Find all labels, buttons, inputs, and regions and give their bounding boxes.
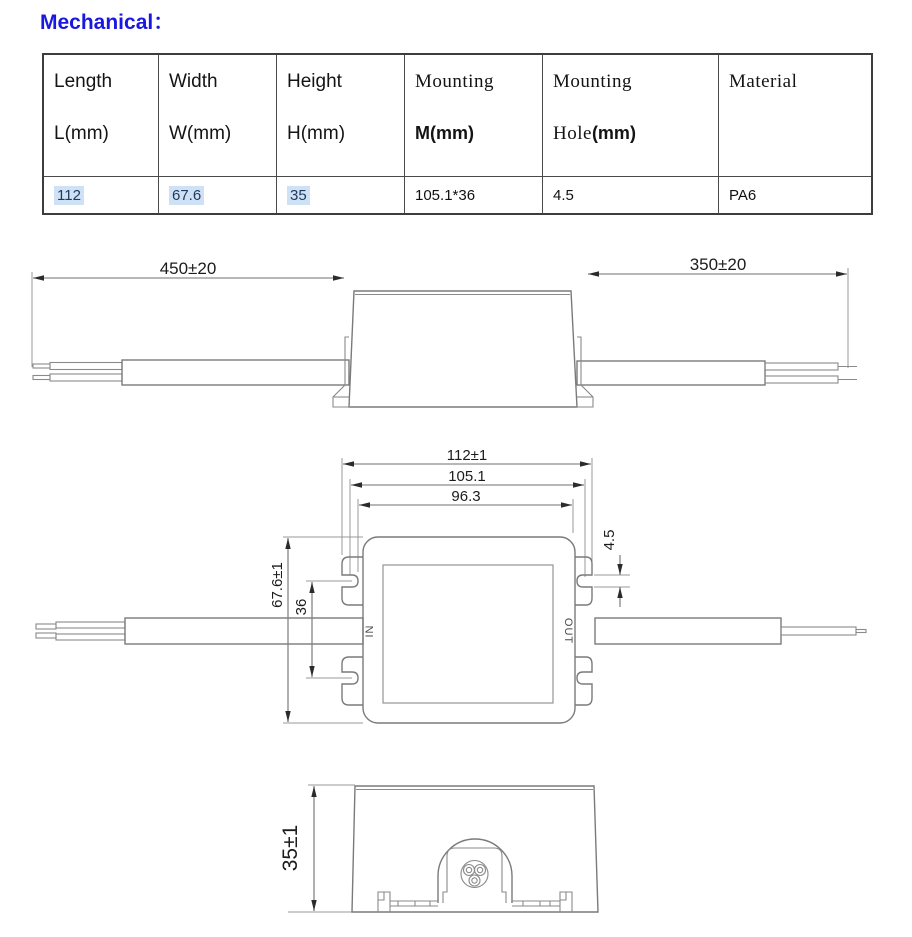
value-height: 35 — [277, 177, 405, 213]
col-header-height: Height H(mm) — [277, 55, 405, 176]
dim-slot-width — [594, 530, 630, 607]
dim-mounting-spacing-label: 105.1 — [448, 468, 486, 485]
dim-left-wire-label: 450±20 — [159, 259, 217, 278]
device-body-top — [342, 537, 592, 723]
section-title: Mechanical： — [40, 11, 175, 34]
label-out: OUT — [562, 617, 574, 645]
mounting-ear-right-top — [575, 557, 592, 605]
side-view-drawing — [0, 248, 912, 423]
label-in: IN — [364, 624, 376, 638]
base-plate — [378, 892, 572, 912]
dim-right-wire-length — [588, 255, 848, 368]
dim-height-label: 35±1 — [279, 824, 302, 872]
col-header-mounting-hole: Mounting Hole(mm) — [543, 55, 719, 176]
value-mounting-hole: 4.5 — [543, 177, 719, 213]
dim-slot-spacing-label: 36 — [293, 598, 310, 616]
device-body-front — [352, 786, 598, 912]
col-header-mounting: Mounting M(mm) — [405, 55, 543, 176]
dim-body-width-label: 96.3 — [451, 488, 481, 505]
col-header-material: Material — [729, 71, 798, 92]
dim-slot-spacing — [293, 581, 352, 678]
dim-body-width — [358, 488, 573, 572]
input-wire — [33, 360, 349, 385]
mounting-ear-right-bottom — [575, 657, 592, 705]
value-material: PA6 — [729, 186, 757, 204]
front-view-drawing — [0, 780, 912, 937]
dim-slot-width-label: 4.5 — [601, 529, 618, 551]
dim-overall-depth-label: 67.6±1 — [269, 562, 286, 608]
table-header-row — [44, 55, 871, 176]
dim-height — [279, 785, 355, 912]
value-mounting: 105.1*36 — [405, 177, 543, 213]
mechanical-spec-table — [42, 53, 873, 215]
dim-mounting-spacing — [350, 468, 585, 577]
wire-entry-holes — [461, 861, 488, 888]
dim-overall-width-label: 112±1 — [446, 447, 488, 464]
mounting-ear-left-bottom — [342, 657, 363, 705]
col-header-length: Length L(mm) — [44, 55, 159, 176]
dim-left-wire-length — [32, 259, 344, 367]
top-view-drawing — [0, 445, 912, 745]
device-body-side — [333, 291, 593, 407]
dim-right-wire-label: 350±20 — [689, 255, 747, 274]
value-length: 112 — [44, 177, 159, 213]
value-width: 67.6 — [159, 177, 277, 213]
col-header-width: Width W(mm) — [159, 55, 277, 176]
input-wire-top — [36, 618, 363, 644]
table-value-row — [44, 176, 871, 213]
output-wire-top — [595, 618, 866, 644]
dim-overall-depth — [269, 537, 363, 723]
output-wire — [577, 361, 857, 385]
